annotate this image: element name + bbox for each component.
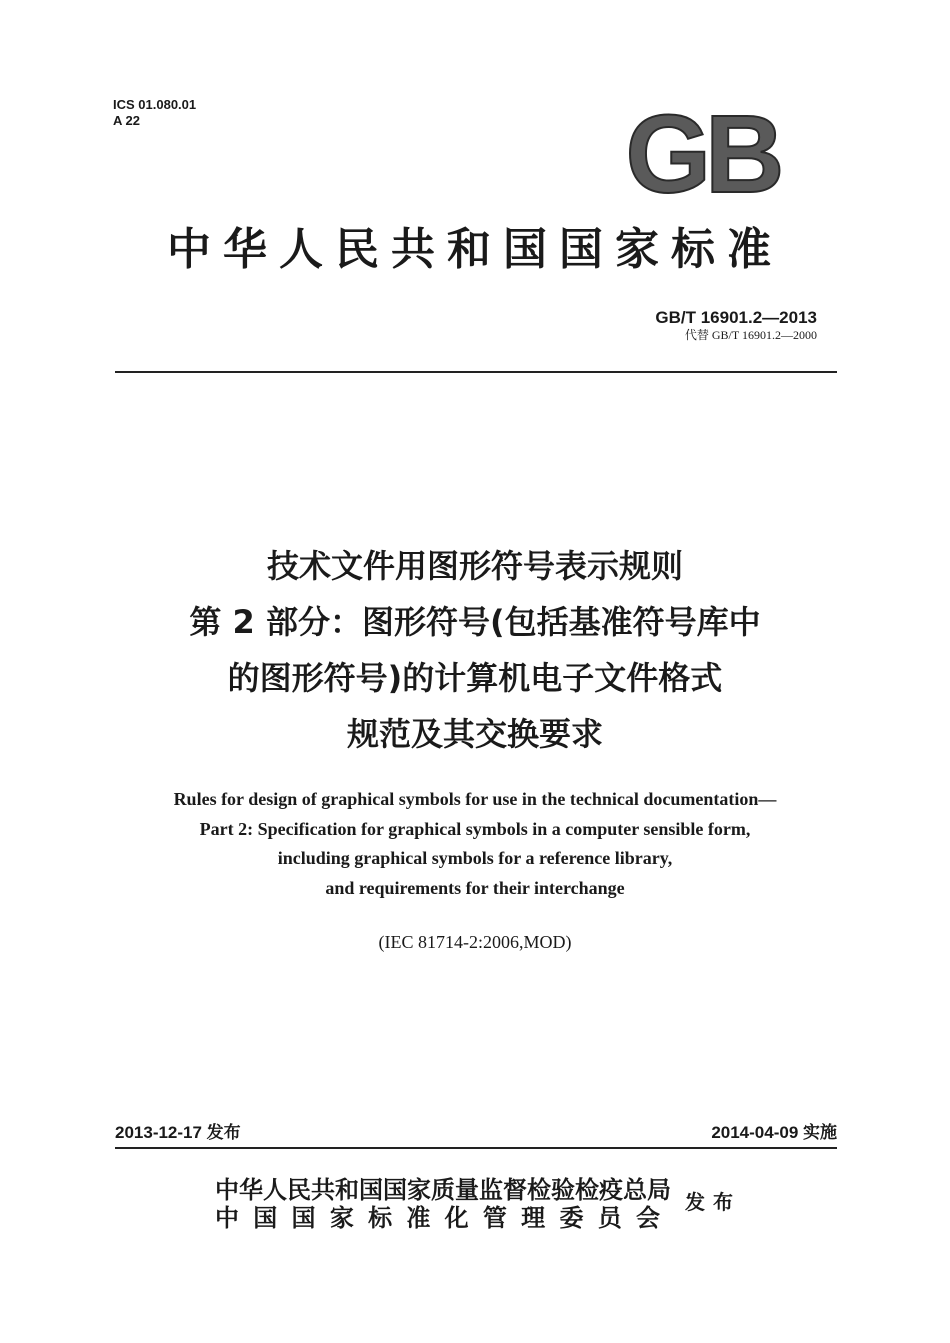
chinese-title-line: 规范及其交换要求 xyxy=(346,715,603,753)
english-title-line: Rules for design of graphical symbols for use in the technical documentation— xyxy=(173,789,777,809)
national-standard-title: 中华人民共和国国家标准 xyxy=(167,224,783,275)
english-title-line: including graphical symbols for a reference library, xyxy=(277,848,673,868)
classification-codes xyxy=(113,97,196,129)
english-title-line: and requirements for their interchange xyxy=(325,877,625,898)
english-title xyxy=(0,785,950,903)
publish-label: 发布 xyxy=(685,1190,741,1214)
footer-divider xyxy=(115,1147,837,1149)
implementation-date: 2014-04-09 实施 xyxy=(711,1123,837,1142)
gb-logo xyxy=(612,104,792,200)
chinese-title xyxy=(0,538,950,762)
chinese-title-line: 第 2 部分：图形符号(包括基准符号库中 xyxy=(189,603,761,641)
issue-date: 2013-12-17 发布 xyxy=(115,1123,241,1142)
gb-logo-text: GB xyxy=(625,104,779,200)
class-code: A 22 xyxy=(113,113,140,128)
equivalence-note: (IEC 81714-2:2006,MOD) xyxy=(378,932,572,952)
replaces-note: 代替 GB/T 16901.2—2000 xyxy=(684,328,817,342)
ics-code: ICS 01.080.01 xyxy=(113,97,197,112)
chinese-title-line: 技术文件用图形符号表示规则 xyxy=(266,547,683,585)
header-divider xyxy=(115,371,837,373)
standard-number: GB/T 16901.2—2013 xyxy=(655,308,817,327)
issuer-sac: 中国国家标准化管理委员会 xyxy=(215,1203,660,1232)
issuer-aqsiq: 中华人民共和国国家质量监督检验检疫总局 xyxy=(215,1175,671,1204)
english-title-line: Part 2: Specification for graphical symbols in a computer sensible form, xyxy=(199,818,751,839)
chinese-title-line: 的图形符号)的计算机电子文件格式 xyxy=(227,659,723,697)
